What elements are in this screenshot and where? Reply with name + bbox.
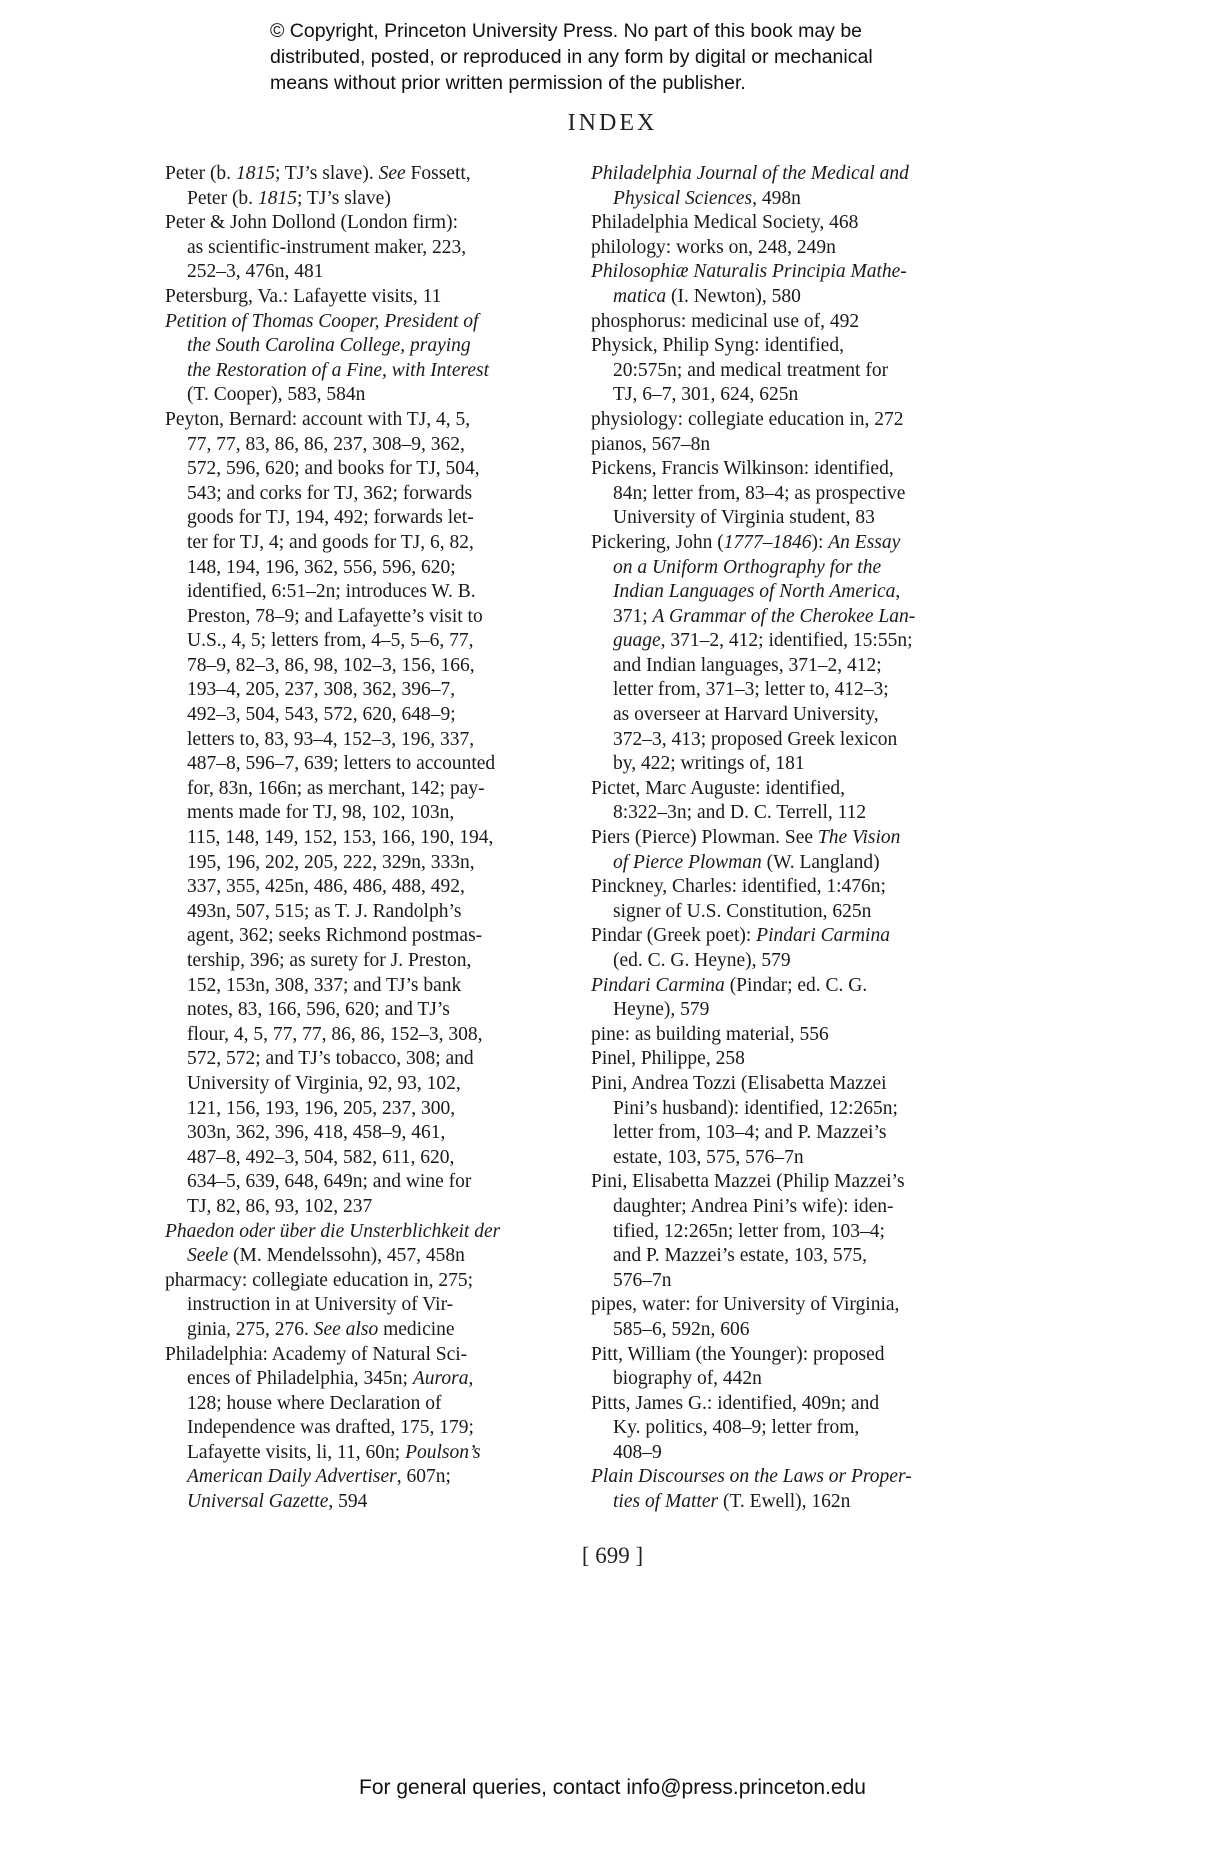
index-entry-line: pianos, 567–8n xyxy=(591,433,711,455)
index-entry-line: 77, 77, 83, 86, 86, 237, 308–9, 362, xyxy=(187,433,465,455)
index-entry-line: Pini, Elisabetta Mazzei (Philip Mazzei’s xyxy=(591,1171,905,1193)
index-entry-line: University of Virginia, 92, 93, 102, xyxy=(187,1072,461,1094)
index-entry-line: 572, 596, 620; and books for TJ, 504, xyxy=(187,458,480,480)
index-entry xyxy=(591,974,1001,1023)
index-entry-line: of Pierce Plowman (W. Langland) xyxy=(613,851,880,873)
index-entry-line: Pini’s husband): identified, 12:265n; xyxy=(613,1097,898,1119)
running-head: INDEX xyxy=(567,110,658,136)
index-entry xyxy=(591,211,1001,236)
index-entry-line: goods for TJ, 194, 492; forwards let- xyxy=(187,507,474,529)
copyright-line: distributed, posted, or reproduced in any form by digital or mechanical xyxy=(270,46,873,68)
index-entry-line: Philadelphia: Academy of Natural Sci- xyxy=(165,1343,468,1365)
index-entry-line: 121, 156, 193, 196, 205, 237, 300, xyxy=(187,1097,456,1119)
index-entry-line: Ky. politics, 408–9; letter from, xyxy=(613,1417,860,1439)
index-entry xyxy=(591,1047,1001,1072)
index-entry-line: ter for TJ, 4; and goods for TJ, 6, 82, xyxy=(187,531,474,553)
index-entry-line: Independence was drafted, 175, 179; xyxy=(187,1417,474,1439)
index-entry-line: 84n; letter from, 83–4; as prospective xyxy=(613,482,906,504)
index-entry-line: 543; and corks for TJ, 362; forwards xyxy=(187,482,473,504)
index-entry-line: Philadelphia Medical Society, 468 xyxy=(591,212,859,234)
index-entry-line: 303n, 362, 396, 418, 458–9, 461, xyxy=(187,1122,446,1144)
index-entry-line: 585–6, 592n, 606 xyxy=(613,1318,750,1340)
index-entry-line: Pindar (Greek poet): Pindari Carmina xyxy=(591,925,890,947)
index-entry-line: University of Virginia student, 83 xyxy=(613,507,875,529)
index-entry-line: TJ, 6–7, 301, 624, 625n xyxy=(613,384,799,406)
index-entry-line: letters to, 83, 93–4, 152–3, 196, 337, xyxy=(187,728,475,750)
index-entry xyxy=(165,1343,570,1515)
index-entry xyxy=(591,433,1001,458)
copyright-line: means without prior written permission of the publisher. xyxy=(270,72,746,94)
index-entry xyxy=(165,162,570,211)
index-entry xyxy=(165,310,570,408)
index-entry-line: Pitt, William (the Younger): proposed xyxy=(591,1343,885,1365)
index-entry-line: Pindari Carmina (Pindar; ed. C. G. xyxy=(591,974,868,996)
index-entry-line: Seele (M. Mendelssohn), 457, 458n xyxy=(187,1245,465,1267)
index-entry-line: Philosophiæ Naturalis Principia Mathe- xyxy=(591,261,907,283)
index-entry-line: letter from, 103–4; and P. Mazzei’s xyxy=(613,1122,887,1144)
index-entry-line: 20:575n; and medical treatment for xyxy=(613,359,889,381)
index-entry-line: letter from, 371–3; letter to, 412–3; xyxy=(613,679,889,701)
index-entry-line: on a Uniform Orthography for the xyxy=(613,556,882,578)
index-entry-line: Petition of Thomas Cooper, President of xyxy=(165,310,479,332)
index-entry-line: 252–3, 476n, 481 xyxy=(187,261,324,283)
index-entry-line: 78–9, 82–3, 86, 98, 102–3, 156, 166, xyxy=(187,654,475,676)
index-entry-line: (T. Cooper), 583, 584n xyxy=(187,384,366,406)
index-entry xyxy=(165,1220,570,1269)
index-entry-line: for, 83n, 166n; as merchant, 142; pay- xyxy=(187,777,485,799)
index-entry-line: agent, 362; seeks Richmond postmas- xyxy=(187,925,483,947)
index-entry xyxy=(591,924,1001,973)
index-entry-line: 493n, 507, 515; as T. J. Randolph’s xyxy=(187,900,462,922)
index-entry xyxy=(165,285,570,310)
index-entry-line: 115, 148, 149, 152, 153, 166, 190, 194, xyxy=(187,827,494,849)
index-entry-line: flour, 4, 5, 77, 77, 86, 86, 152–3, 308, xyxy=(187,1023,483,1045)
copyright-notice xyxy=(270,18,990,96)
index-entry xyxy=(165,1269,570,1343)
index-entry-line: pine: as building material, 556 xyxy=(591,1023,829,1045)
index-entry xyxy=(591,1023,1001,1048)
index-entry-line: biography of, 442n xyxy=(613,1368,762,1390)
index-column-left xyxy=(165,162,570,1515)
index-entry-line: (ed. C. G. Heyne), 579 xyxy=(613,950,791,971)
index-entry-line: 572, 572; and TJ’s tobacco, 308; and xyxy=(187,1048,474,1070)
index-entry-line: Petersburg, Va.: Lafayette visits, 11 xyxy=(165,285,442,307)
index-entry-line: philology: works on, 248, 249n xyxy=(591,236,836,258)
index-entry-line: Lafayette visits, li, 11, 60n; Poulson’s xyxy=(187,1441,481,1463)
index-entry-line: 193–4, 205, 237, 308, 362, 396–7, xyxy=(187,679,456,701)
index-entry xyxy=(591,310,1001,335)
index-entry-line: 487–8, 492–3, 504, 582, 611, 620, xyxy=(187,1146,455,1168)
index-entry xyxy=(591,1170,1001,1293)
index-entry-line: and P. Mazzei’s estate, 103, 575, xyxy=(613,1245,867,1267)
index-entry-line: Universal Gazette, 594 xyxy=(187,1491,368,1513)
index-entry-line: 195, 196, 202, 205, 222, 329n, 333n, xyxy=(187,851,475,873)
index-entry xyxy=(591,826,1001,875)
index-entry xyxy=(591,1293,1001,1342)
index-entry-line: tership, 396; as surety for J. Preston, xyxy=(187,950,472,971)
index-entry-line: ments made for TJ, 98, 102, 103n, xyxy=(187,802,455,824)
index-entry-line: 128; house where Declaration of xyxy=(187,1392,442,1414)
index-entry-line: American Daily Advertiser, 607n; xyxy=(187,1466,451,1488)
page-number: [ 699 ] xyxy=(581,1543,644,1568)
index-entry xyxy=(165,211,570,285)
index-entry-line: physiology: collegiate education in, 272 xyxy=(591,408,904,430)
index-entry-line: Pickens, Francis Wilkinson: identified, xyxy=(591,458,894,480)
index-entry-line: the Restoration of a Fine, with Interest xyxy=(187,359,490,381)
index-entry-line: pipes, water: for University of Virginia, xyxy=(591,1294,900,1316)
index-entry-line: and Indian languages, 371–2, 412; xyxy=(613,654,882,676)
index-entry-line: 492–3, 504, 543, 572, 620, 648–9; xyxy=(187,704,456,726)
index-entry-line: guage, 371–2, 412; identified, 15:55n; xyxy=(613,630,913,652)
index-entry-line: 634–5, 639, 648, 649n; and wine for xyxy=(187,1171,472,1193)
index-entry-line: Physical Sciences, 498n xyxy=(613,187,801,209)
index-entry-line: as overseer at Harvard University, xyxy=(613,704,879,726)
index-entry-line: Pinel, Philippe, 258 xyxy=(591,1048,745,1070)
index-entry-line: instruction in at University of Vir- xyxy=(187,1294,454,1316)
index-entry-line: 337, 355, 425n, 486, 486, 488, 492, xyxy=(187,876,465,898)
index-entry-line: 371; A Grammar of the Cherokee Lan- xyxy=(613,605,916,627)
index-entry-line: Preston, 78–9; and Lafayette’s visit to xyxy=(187,605,483,627)
index-column-right xyxy=(591,162,1001,1515)
index-entry xyxy=(591,1465,1001,1514)
copyright-line: © Copyright, Princeton University Press. No part of this book may be xyxy=(270,20,863,42)
index-entry-line: Piers (Pierce) Plowman. See The Vision xyxy=(591,827,901,849)
index-entry-line: identified, 6:51–2n; introduces W. B. xyxy=(187,581,476,603)
index-entry-line: Peter (b. 1815; TJ’s slave). See Fossett, xyxy=(165,163,471,184)
index-entry xyxy=(591,777,1001,826)
index-entry-line: Peter & John Dollond (London firm): xyxy=(165,212,459,234)
index-entry xyxy=(591,334,1001,408)
index-entry-line: 487–8, 596–7, 639; letters to accounted xyxy=(187,753,496,775)
index-entry xyxy=(591,260,1001,309)
index-entry-line: ties of Matter (T. Ewell), 162n xyxy=(613,1491,851,1513)
index-entry-line: Peter (b. 1815; TJ’s slave) xyxy=(187,187,391,209)
index-entry xyxy=(591,1343,1001,1392)
index-entry xyxy=(165,408,570,1220)
index-entry-line: pharmacy: collegiate education in, 275; xyxy=(165,1269,474,1291)
index-entry-line: 152, 153n, 308, 337; and TJ’s bank xyxy=(187,974,462,996)
index-entry-line: Philadelphia Journal of the Medical and xyxy=(591,163,909,184)
index-entry-line: Physick, Philip Syng: identified, xyxy=(591,335,844,357)
index-entry-line: 408–9 xyxy=(613,1441,662,1463)
index-entry-line: the South Carolina College, praying xyxy=(187,335,471,357)
index-entry-line: 372–3, 413; proposed Greek lexicon xyxy=(613,728,898,750)
index-entry-line: phosphorus: medicinal use of, 492 xyxy=(591,310,860,332)
index-entry-line: ences of Philadelphia, 345n; Aurora, xyxy=(187,1368,474,1390)
index-entry-line: TJ, 82, 86, 93, 102, 237 xyxy=(187,1195,373,1217)
index-entry-line: ginia, 275, 276. See also medicine xyxy=(187,1318,455,1340)
index-entry xyxy=(591,408,1001,433)
index-entry-line: Pinckney, Charles: identified, 1:476n; xyxy=(591,876,886,898)
index-entry-line: tified, 12:265n; letter from, 103–4; xyxy=(613,1220,885,1242)
index-entry-line: Pickering, John (1777–1846): An Essay xyxy=(591,531,901,553)
index-entry xyxy=(591,236,1001,261)
index-entry xyxy=(591,1392,1001,1466)
index-entry-line: Heyne), 579 xyxy=(613,999,710,1021)
index-entry-line: Pini, Andrea Tozzi (Elisabetta Mazzei xyxy=(591,1072,887,1094)
index-entry xyxy=(591,162,1001,211)
index-entry-line: by, 422; writings of, 181 xyxy=(613,753,805,775)
index-entry-line: as scientific-instrument maker, 223, xyxy=(187,236,467,258)
index-entry-line: estate, 103, 575, 576–7n xyxy=(613,1146,804,1168)
index-entry-line: notes, 83, 166, 596, 620; and TJ’s xyxy=(187,999,450,1021)
index-entry xyxy=(591,875,1001,924)
index-entry-line: matica (I. Newton), 580 xyxy=(613,285,801,307)
index-entry-line: signer of U.S. Constitution, 625n xyxy=(613,900,872,922)
index-entry-line: Phaedon oder über die Unsterblichkeit der xyxy=(165,1220,501,1242)
index-entry-line: Plain Discourses on the Laws or Proper- xyxy=(591,1466,912,1488)
index-entry-line: Peyton, Bernard: account with TJ, 4, 5, xyxy=(165,408,471,430)
index-entry xyxy=(591,531,1001,777)
footer-contact: For general queries, contact info@press.princeton.edu xyxy=(359,1776,866,1799)
index-entry-line: Pictet, Marc Auguste: identified, xyxy=(591,777,845,799)
index-entry-line: daughter; Andrea Pini’s wife): iden- xyxy=(613,1195,894,1217)
index-entry-line: U.S., 4, 5; letters from, 4–5, 5–6, 77, xyxy=(187,630,474,652)
index-entry-line: Indian Languages of North America, xyxy=(613,581,901,603)
index-entry-line: Pitts, James G.: identified, 409n; and xyxy=(591,1392,880,1414)
index-entry-line: 148, 194, 196, 362, 556, 596, 620; xyxy=(187,556,456,578)
index-entry xyxy=(591,1072,1001,1170)
index-entry-line: 576–7n xyxy=(613,1269,672,1291)
index-entry-line: 8:322–3n; and D. C. Terrell, 112 xyxy=(613,802,867,824)
index-entry xyxy=(591,457,1001,531)
